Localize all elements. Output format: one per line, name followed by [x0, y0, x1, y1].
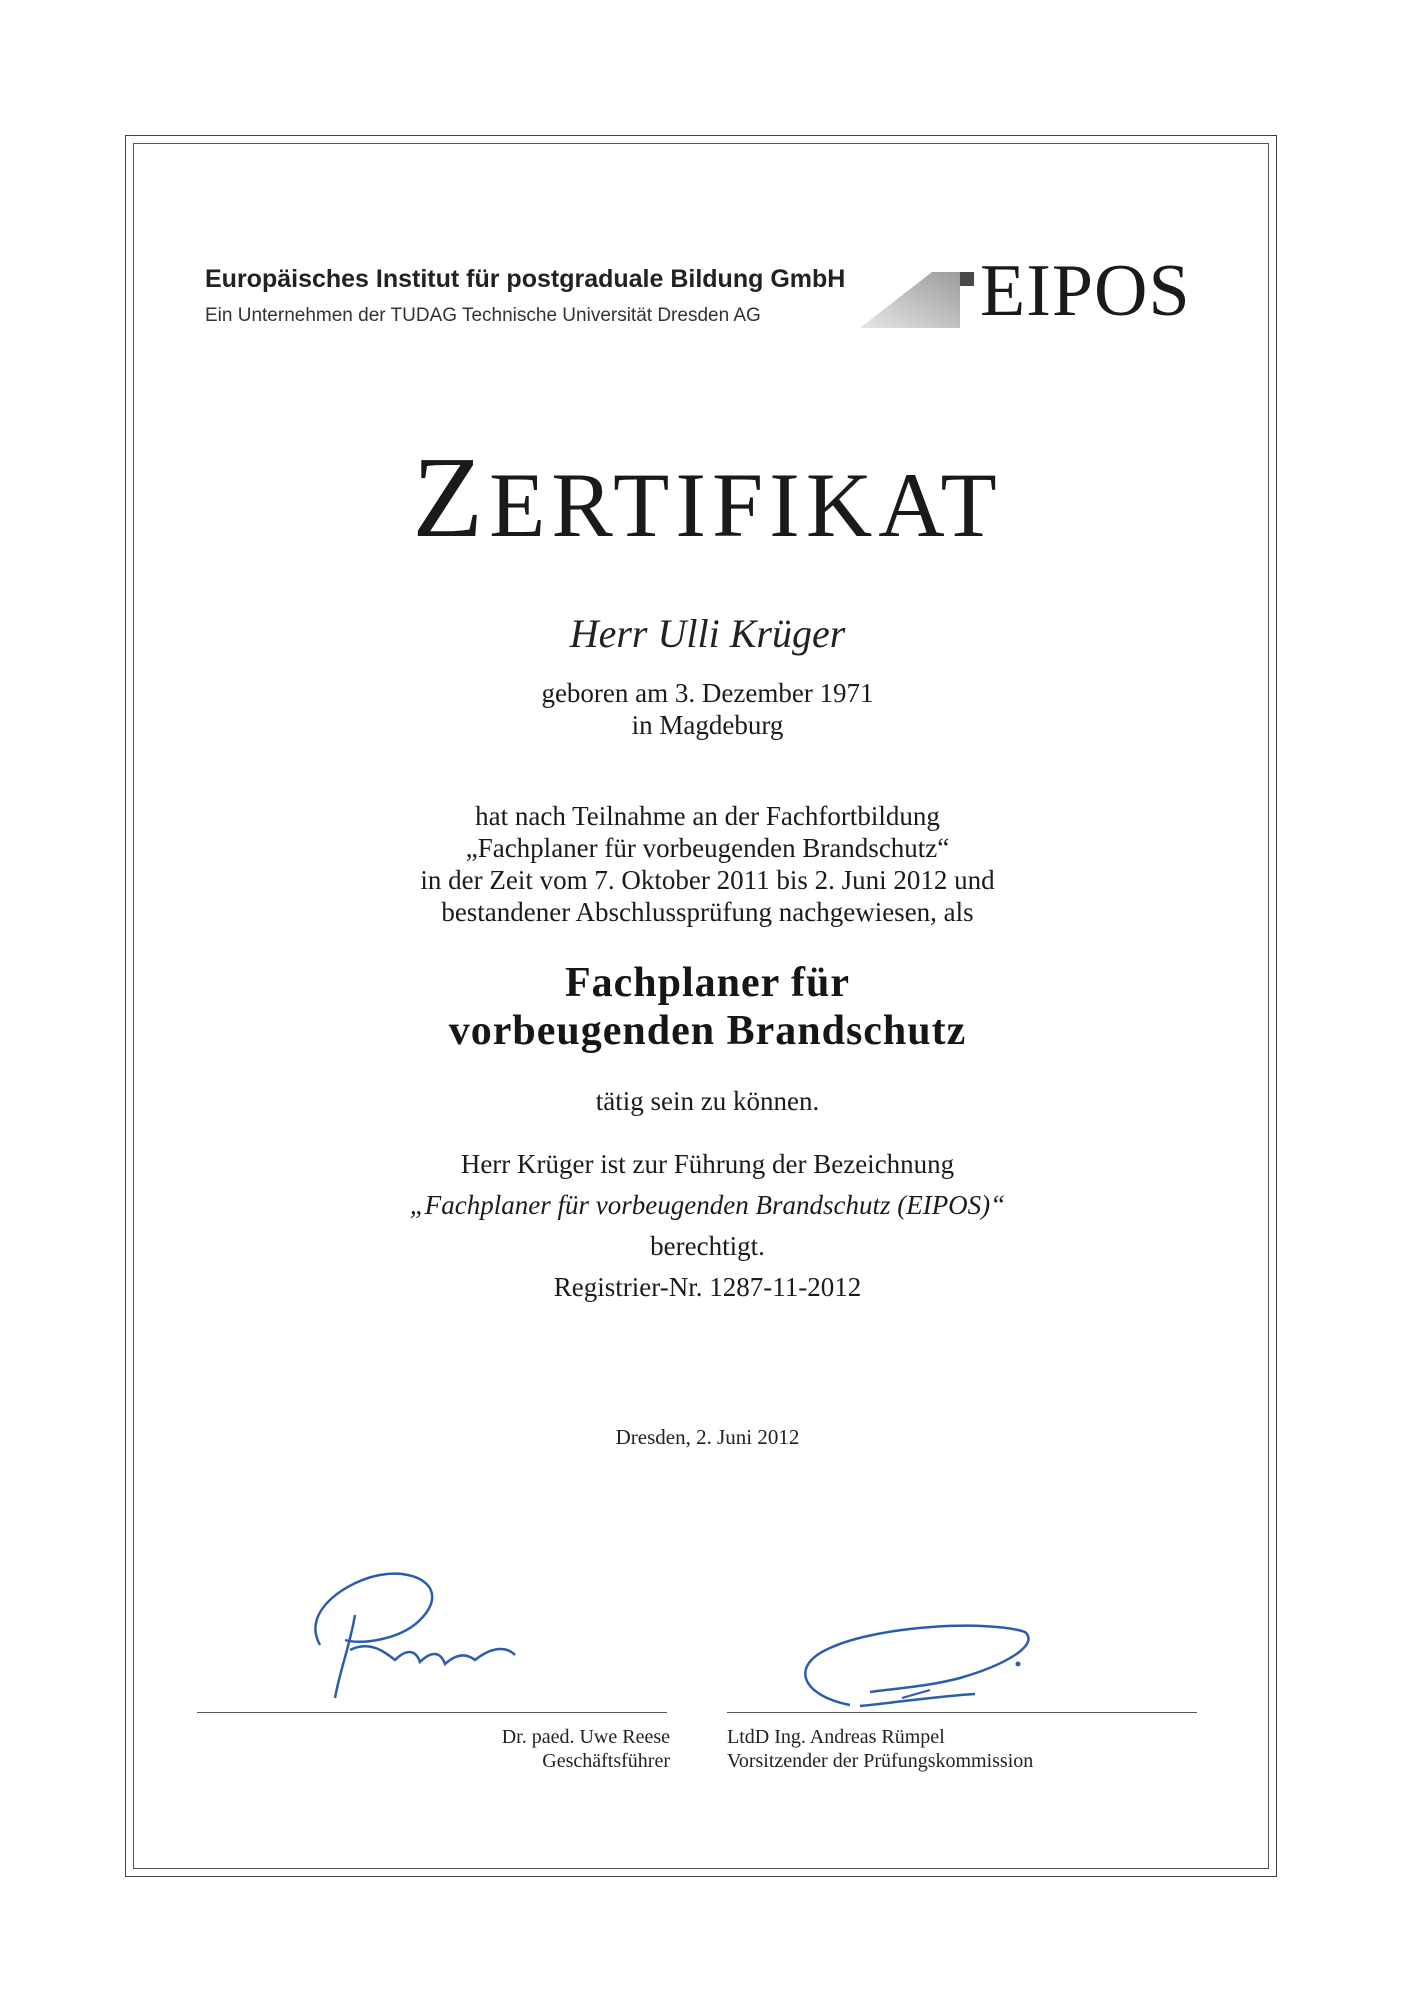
registration-number: Registrier-Nr. 1287-11-2012 — [553, 1272, 862, 1302]
signer-left — [300, 1725, 670, 1773]
signature-reese — [300, 1560, 560, 1710]
signer-left-name: Dr. paed. Uwe Reese — [501, 1726, 670, 1748]
logo-wedge-icon — [860, 272, 960, 328]
designation-line-2: vorbeugenden Brandschutz — [448, 1008, 967, 1054]
birth-date-line: geboren am 3. Dezember 1971 — [541, 678, 874, 708]
signer-right-role: Vorsitzender der Prüfungskommission — [727, 1750, 1034, 1772]
signer-right — [727, 1725, 1177, 1773]
title-rest: ERTIFIKAT — [489, 454, 1003, 556]
signature-line-right — [727, 1712, 1197, 1713]
title-initial: Z — [412, 434, 490, 562]
signer-right-name: LtdD Ing. Andreas Rümpel — [727, 1726, 945, 1748]
statement-line-2: „Fachplaner für vorbeugenden Brandschutz“ — [465, 833, 950, 863]
signature-ruempel — [790, 1610, 1050, 1720]
certificate-title — [0, 434, 1415, 562]
eipos-logo-text: EIPOS — [980, 250, 1191, 332]
ability-line: tätig sein zu können. — [595, 1086, 820, 1116]
logo-square-icon — [960, 272, 974, 286]
institute-name: Europäisches Institut für postgraduale Bildung GmbH — [205, 265, 846, 293]
entitled-line: berechtigt. — [650, 1231, 765, 1261]
entitlement-line: Herr Krüger ist zur Führung der Bezeichnung — [460, 1149, 955, 1179]
statement-line-4: bestandener Abschlussprüfung nachgewiesen, als — [441, 897, 974, 927]
birth-place-line: in Magdeburg — [631, 710, 784, 740]
statement-line-1: hat nach Teilnahme an der Fachfortbildung — [475, 801, 940, 831]
recipient-name: Herr Ulli Krüger — [569, 611, 846, 656]
title-designation: „Fachplaner für vorbeugenden Brandschutz (EIPOS)“ — [409, 1190, 1006, 1220]
designation-line-1: Fachplaner für — [564, 960, 851, 1006]
signer-left-role: Geschäftsführer — [542, 1750, 670, 1772]
place-date: Dresden, 2. Juni 2012 — [615, 1425, 800, 1449]
signature-line-left — [197, 1712, 667, 1713]
statement-line-3: in der Zeit vom 7. Oktober 2011 bis 2. Juni 2012 und — [420, 865, 995, 895]
institute-subtitle: Ein Unternehmen der TUDAG Technische Universität Dresden AG — [205, 305, 761, 326]
